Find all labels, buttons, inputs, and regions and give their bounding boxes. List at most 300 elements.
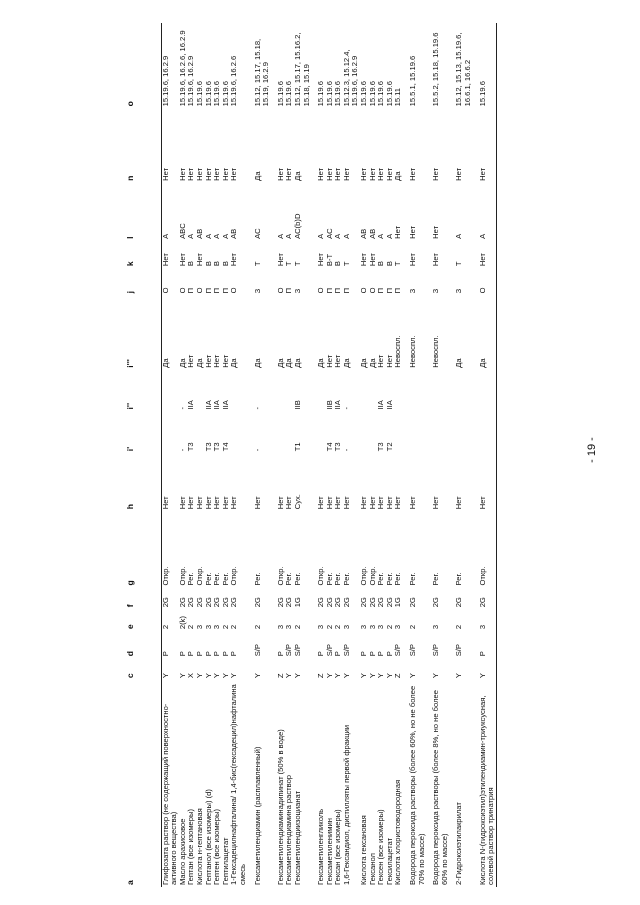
table-cell	[271, 411, 286, 453]
table-cell: О	[229, 287, 239, 294]
table-cell: 15.19.6	[203, 81, 213, 107]
table-cell: IIB	[324, 400, 334, 410]
table-cell: 15.12, 15.13, 15.19.6, 16.6.1, 16.6.2	[454, 32, 472, 107]
table-cell: П	[341, 287, 351, 294]
table-cell: B-T	[324, 253, 334, 267]
table-cell: P	[229, 651, 239, 657]
table-cell: Нет	[229, 167, 239, 181]
table-cell: 2	[220, 624, 230, 630]
table-cell: 2G	[324, 597, 334, 608]
table-cell: Нет	[324, 167, 334, 181]
header-cell: o	[126, 23, 161, 108]
table-cell: Нет	[194, 496, 204, 510]
table-cell: 2G	[160, 597, 170, 608]
table-cell: T3	[203, 442, 213, 452]
table-row	[369, 23, 378, 887]
table-cell: З	[454, 288, 464, 294]
chemical-table	[126, 23, 497, 887]
table-cell: A	[220, 233, 230, 239]
table-cell: Да	[316, 358, 326, 368]
table-cell: Нет	[194, 167, 204, 181]
table-cell: B	[220, 261, 230, 267]
table-cell: Y	[220, 673, 230, 679]
table-cell: 15.19.6	[384, 81, 394, 107]
table-cell: 2G	[333, 597, 343, 608]
table-cell: B	[376, 261, 386, 267]
table-cell: 2	[229, 624, 239, 630]
table-cell: S/P	[431, 644, 441, 657]
table-cell: Нет	[284, 167, 294, 181]
table-cell: A	[203, 233, 213, 239]
table-cell: П	[186, 287, 196, 294]
table-cell: Y	[203, 673, 213, 679]
table-cell: Y	[408, 673, 418, 679]
table-cell: Нет	[186, 167, 196, 181]
table-cell: 15.11	[393, 87, 403, 107]
table-cell	[360, 370, 369, 412]
table-cell: П	[220, 287, 230, 294]
table-cell: Z	[316, 673, 326, 679]
table-cell: 15.12, 15.17, 15.18, 15.19, 16.2.9	[252, 38, 271, 107]
table-row	[179, 23, 188, 887]
table-cell: 3	[341, 624, 351, 630]
table-cell: T	[292, 261, 302, 267]
table-cell: 2	[252, 624, 262, 630]
table-cell: Рег.	[376, 572, 386, 586]
table-cell: 3	[275, 624, 285, 630]
table-cell: Y	[359, 673, 369, 679]
table-cell: 2(k)	[177, 616, 187, 630]
table-cell: Нет	[220, 496, 230, 510]
table-cell: Сух.	[292, 494, 302, 510]
table-cell: Невоспл.	[408, 335, 418, 368]
substance-name-cell: Гексаметиленгликоль	[316, 808, 326, 885]
table-cell: Нет	[177, 496, 187, 510]
table-cell	[311, 411, 326, 453]
table-cell: Нет	[393, 225, 403, 239]
table-cell: -	[177, 406, 187, 410]
table-row	[343, 23, 360, 887]
header-cell: d	[126, 631, 161, 658]
table-cell: Нет	[324, 496, 334, 510]
table-cell: P	[384, 651, 394, 657]
table-cell: AC	[252, 228, 262, 239]
table-cell: IIA	[220, 400, 230, 410]
table-cell: 15.19.6	[376, 81, 386, 107]
table-cell: Рег.	[203, 572, 213, 586]
table-cell: 15.19.6	[284, 81, 294, 107]
table-cell: S/P	[292, 644, 302, 657]
table-cell: Да	[252, 358, 262, 368]
substance-name-cell: Гексаметилендиамин (расплавленный)	[252, 746, 262, 885]
substance-name-cell: Глифозата раствор (не содержащий поверхностно-активного вещества)	[160, 703, 179, 885]
table-cell: Нет	[324, 354, 334, 368]
table-cell: 3	[284, 624, 294, 630]
table-cell: Нет	[359, 496, 369, 510]
table-cell: Откр.	[194, 566, 204, 586]
header-cell: f	[126, 588, 161, 610]
table-cell: Нет	[177, 167, 187, 181]
table-cell: 15.19.6	[359, 81, 369, 107]
page-number: - 19 -	[586, 437, 598, 463]
table-cell: 3	[203, 624, 213, 630]
table-cell: Да	[454, 358, 464, 368]
table-cell: Нет	[177, 253, 187, 267]
table-cell: Нет	[186, 354, 196, 368]
table-cell: П	[333, 287, 343, 294]
table-cell: Да	[367, 358, 377, 368]
table-cell: Z	[275, 673, 285, 679]
table-cell: Да	[393, 171, 403, 181]
table-cell: A	[333, 233, 343, 239]
table-header-row	[126, 23, 161, 887]
table-cell: Рег.	[292, 572, 302, 586]
table-cell: Рег.	[252, 572, 262, 586]
table-cell: З	[408, 288, 418, 294]
header-cell: l	[126, 183, 161, 241]
substance-name-cell: Гексаметиленимин	[324, 818, 334, 885]
table-cell: A	[473, 183, 497, 241]
table-cell: Нет	[333, 496, 343, 510]
table-cell: Нет	[316, 496, 326, 510]
substance-name-cell: Гексен (все изомеры)	[376, 809, 386, 885]
table-cell: О	[160, 287, 170, 294]
table-cell: Нет	[408, 253, 418, 267]
table-cell: Нет	[316, 253, 326, 267]
table-cell: Нет	[473, 453, 497, 511]
table-cell: Y	[284, 673, 294, 679]
table-cell: П	[212, 287, 222, 294]
table-cell: 2G	[341, 597, 351, 608]
table-row	[449, 23, 472, 887]
table-cell: 2	[384, 624, 394, 630]
table-cell: 2G	[284, 597, 294, 608]
table-cell: 15.19.6	[324, 81, 334, 107]
substance-name-cell: Кислота гексановая	[359, 815, 369, 885]
table-cell: Y	[341, 673, 351, 679]
table-cell: 15.12.3, 15.12.4, 15.19.6, 16.2.9	[341, 49, 360, 107]
table-cell: Нет	[431, 496, 441, 510]
table-cell: 15.19.6, 16.2.9	[186, 55, 196, 107]
table-cell: 2G	[316, 597, 326, 608]
table-cell: Нет	[393, 496, 403, 510]
table-cell: IIA	[203, 400, 213, 410]
table-cell: Y	[292, 673, 302, 679]
table-cell: T	[284, 261, 294, 267]
table-cell	[230, 370, 247, 412]
table-cell: Рег.	[384, 572, 394, 586]
table-cell: IIA	[186, 400, 196, 410]
table-cell: P	[160, 651, 170, 657]
table-cell: IIB	[292, 400, 302, 410]
table-cell: 2G	[203, 597, 213, 608]
table-row	[285, 23, 294, 887]
table-cell: Нет	[359, 253, 369, 267]
header-cell: i'	[126, 411, 161, 453]
table-cell: Рег.	[324, 572, 334, 586]
table-cell: Нет	[194, 253, 204, 267]
table-cell: 15.19.6, 16.2.6, 16.2.9	[177, 30, 187, 107]
table-cell: -	[341, 406, 351, 410]
table-cell: Нет	[431, 253, 441, 267]
rotated-table-container	[0, 5, 640, 905]
table-cell: Да	[284, 358, 294, 368]
table-cell: О	[275, 287, 285, 294]
substance-name-cell: Гексанол	[367, 853, 377, 885]
table-cell: Нет	[220, 167, 230, 181]
table-row	[161, 23, 179, 887]
table-cell: T4	[324, 442, 334, 452]
table-cell: B	[186, 261, 196, 267]
table-cell: P	[177, 651, 187, 657]
table-cell: T3	[376, 442, 386, 452]
table-row	[311, 23, 326, 887]
table-cell: 15.19.6	[212, 81, 222, 107]
table-cell: Да	[252, 171, 262, 181]
table-cell: Нет	[333, 354, 343, 368]
table-cell: Нет	[203, 354, 213, 368]
table-cell: Нет	[275, 496, 285, 510]
table-cell: Нет	[212, 354, 222, 368]
header-cell: k	[126, 241, 161, 268]
table-cell	[426, 411, 449, 453]
table-cell: Нет	[275, 253, 285, 267]
table-cell: Нет	[408, 225, 418, 239]
table-cell: 15.12, 15.17, 15.16.2, 15.18, 15.19	[292, 32, 311, 107]
table-cell	[394, 370, 403, 412]
substance-name-cell: Гептанол (все изомеры) (d)	[203, 789, 213, 885]
table-cell: Рег.	[333, 572, 343, 586]
table-cell: P	[220, 651, 230, 657]
table-cell: P	[194, 651, 204, 657]
table-cell: Нет	[212, 496, 222, 510]
table-cell: Рег.	[393, 572, 403, 586]
table-cell: 2G	[384, 597, 394, 608]
table-cell: Рег.	[284, 572, 294, 586]
table-row	[403, 23, 426, 887]
table-cell: Нет	[341, 167, 351, 181]
table-cell	[449, 411, 472, 453]
substance-name-cell: 2-Гидроксиэтилакрилат	[454, 802, 464, 885]
table-row	[377, 23, 386, 887]
table-cell: 2G	[473, 588, 497, 610]
table-cell: 2	[324, 624, 334, 630]
table-cell: Да	[160, 358, 170, 368]
table-cell: Нет	[275, 167, 285, 181]
table-cell: 3	[376, 624, 386, 630]
table-cell: Рег.	[408, 572, 418, 586]
table-cell: 3	[431, 624, 441, 630]
table-cell: 15.19.6	[220, 81, 230, 107]
table-cell: A	[186, 233, 196, 239]
table-cell: P	[212, 651, 222, 657]
table-cell: 2G	[376, 597, 386, 608]
table-row	[187, 23, 196, 887]
table-cell: T4	[220, 442, 230, 452]
table-cell: О	[473, 268, 497, 295]
table-row	[196, 23, 205, 887]
table-cell	[426, 370, 449, 412]
substance-name-cell: Гептан (все изомеры)	[186, 809, 196, 885]
table-cell: Откр.	[316, 566, 326, 586]
table-cell: Y	[367, 673, 377, 679]
table-row	[473, 23, 497, 887]
table-cell: -	[252, 448, 262, 452]
table-cell	[449, 370, 472, 412]
table-cell: 2	[454, 624, 464, 630]
table-cell: Y	[212, 673, 222, 679]
table-cell: B	[203, 261, 213, 267]
table-cell: Рег.	[454, 572, 464, 586]
table-cell	[403, 370, 426, 412]
table-cell: AC	[324, 228, 334, 239]
table-cell: Нет	[367, 253, 377, 267]
table-cell: Нет	[431, 167, 441, 181]
table-cell: Да	[341, 358, 351, 368]
table-cell: З	[252, 288, 262, 294]
substance-name-cell: Кислота н-гептановая	[194, 808, 204, 885]
table-cell: Y	[454, 673, 464, 679]
table-cell: О	[316, 287, 326, 294]
table-cell: Откр.	[359, 566, 369, 586]
header-cell: h	[126, 453, 161, 511]
table-cell: 2	[292, 624, 302, 630]
substance-name-cell: Гексаметилендиамина раствор	[284, 774, 294, 885]
table-cell: IIA	[212, 400, 222, 410]
table-cell: T3	[333, 442, 343, 452]
table-row	[271, 23, 286, 887]
table-cell: 3	[473, 609, 497, 631]
table-cell: Y	[194, 673, 204, 679]
table-cell: Нет	[454, 496, 464, 510]
table-cell	[161, 411, 179, 453]
header-cell: j	[126, 268, 161, 295]
header-cell: e	[126, 609, 161, 631]
table-cell: Нет	[384, 354, 394, 368]
table-cell: AC(b)D	[292, 213, 302, 239]
table-cell: А	[160, 233, 170, 239]
table-cell: T2	[384, 442, 394, 452]
table-cell: Y	[324, 673, 334, 679]
header-cell: g	[126, 511, 161, 587]
table-cell: 3	[316, 624, 326, 630]
table-cell	[360, 411, 369, 453]
table-cell: Нет	[316, 167, 326, 181]
table-cell	[271, 370, 286, 412]
table-cell: Да	[473, 295, 497, 369]
table-cell: A	[454, 233, 464, 239]
table-row	[360, 23, 369, 887]
table-cell: ABC	[177, 223, 187, 239]
table-cell: T1	[292, 442, 302, 452]
table-cell: Откр.	[275, 566, 285, 586]
substance-name-cell: Гексаметилендиаминадипинат (50% в воде)	[275, 729, 285, 885]
table-cell: П	[384, 287, 394, 294]
table-cell: Нет	[252, 496, 262, 510]
table-cell: S/P	[408, 644, 418, 657]
table-cell	[230, 411, 247, 453]
table-cell: Невоспл.	[431, 335, 441, 368]
table-cell: 3	[393, 624, 403, 630]
table-cell: Нет	[160, 496, 170, 510]
substance-name-cell: Гептен (все изомеры)	[212, 809, 222, 885]
table-cell: B	[384, 261, 394, 267]
table-cell: Нет	[376, 354, 386, 368]
table-cell: AB	[194, 228, 204, 239]
table-cell: P	[333, 651, 343, 657]
table-cell: Y	[376, 673, 386, 679]
table-row	[248, 23, 271, 887]
table-cell: П	[393, 287, 403, 294]
table-cell: T3	[212, 442, 222, 452]
table-cell: IIA	[333, 400, 343, 410]
table-cell: А	[275, 233, 285, 239]
table-cell: Откр.	[229, 566, 239, 586]
table-cell: Да	[194, 358, 204, 368]
table-cell: 2	[160, 624, 170, 630]
table-cell: Нет	[454, 167, 464, 181]
table-cell: P	[473, 631, 497, 658]
table-cell: Да	[229, 358, 239, 368]
table-cell: 2G	[275, 597, 285, 608]
substance-name-cell: Кислота N-(гидроксиэтил)этилендиамин-триуксусная, солевой раствор тринатрия	[473, 680, 497, 887]
table-cell: 3	[359, 624, 369, 630]
table-cell: 2G	[359, 597, 369, 608]
substance-name-cell: 1-Гексадецилнафталина/ 1,4-бис(гексадецил)нафталина смесь	[229, 684, 247, 885]
table-cell: Да	[359, 358, 369, 368]
table-row	[426, 23, 449, 887]
table-cell: О	[367, 287, 377, 294]
substance-name-cell: Масло арахисовое	[177, 818, 187, 885]
table-cell: Невоспл.	[393, 335, 403, 368]
table-cell: A	[316, 233, 326, 239]
table-cell: Нет	[229, 496, 239, 510]
table-row	[213, 23, 222, 887]
table-cell: Нет	[431, 225, 441, 239]
table-cell: P	[359, 651, 369, 657]
table-cell: -	[252, 406, 262, 410]
header-cell: i'''	[126, 295, 161, 369]
header-cell: i''	[126, 370, 161, 412]
table-cell: Нет	[384, 496, 394, 510]
table-cell: 15.19.6	[275, 81, 285, 107]
table-cell: A	[212, 233, 222, 239]
table-cell: О	[359, 287, 369, 294]
table-cell: Откр.	[473, 511, 497, 587]
table-cell: T	[252, 261, 262, 267]
table-cell: Нет	[473, 241, 497, 268]
table-cell: A	[384, 233, 394, 239]
table-cell: AB	[229, 228, 239, 239]
table-cell: P	[275, 651, 285, 657]
table-cell: 1G	[292, 597, 302, 608]
table-cell	[403, 411, 426, 453]
table-cell: 2G	[229, 597, 239, 608]
table-cell: A	[341, 233, 351, 239]
table-cell: P	[186, 651, 196, 657]
table-cell: Нет	[203, 496, 213, 510]
table-cell: Да	[292, 358, 302, 368]
table-cell: Z	[393, 673, 403, 679]
table-cell: 2G	[408, 597, 418, 608]
table-cell: Нет	[408, 496, 418, 510]
table-cell: T	[454, 261, 464, 267]
table-cell: Да	[292, 171, 302, 181]
substance-name-cell: 1,6-Гександиол, дистилляты первой фракции	[341, 724, 351, 885]
table-cell: П	[324, 287, 334, 294]
substance-name-cell: Гептилацетат	[220, 837, 230, 885]
table-cell: Y	[177, 673, 187, 679]
